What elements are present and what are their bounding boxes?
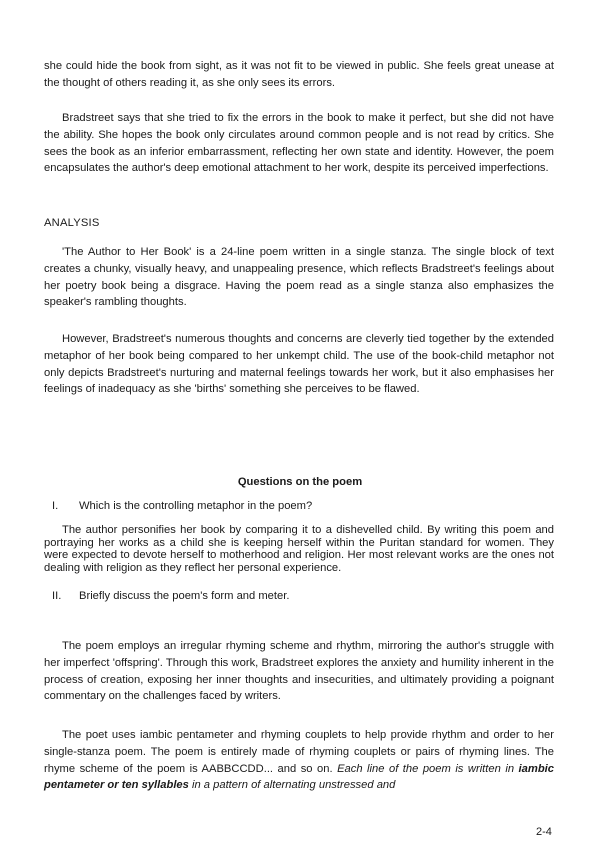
answer-2-bold-italic-text: iambic pentameter or ten syllables: [44, 762, 554, 792]
question-2: [52, 590, 552, 602]
analysis-heading: ANALYSIS: [44, 217, 100, 229]
summary-paragraph-continuation: she could hide the book from sight, as it was not fit to be viewed in public. She feels great unease at the thought of others reading it, as she only sees its errors.: [44, 60, 554, 89]
question-1-text: Which is the controlling metaphor in the poem?: [79, 500, 313, 512]
answer-2-paragraph-2: [44, 727, 554, 794]
answer-2-paragraph-1: The poem employs an irregular rhyming scheme and rhythm, mirroring the author's struggle with her imperfect 'offspring'. Through this work, Bradstreet explores the anxiety and humility inherent in the process of creation, exposing her inner thoughts and insecurities, and ultimately providing a poignant commentary on the challenges faced by writers.: [44, 640, 554, 703]
summary-paragraph-2: Bradstreet says that she tried to fix the errors in the book to make it perfect, but she did not have the ability. She hopes the book only circulates around common people and is not read by critics. She sees the book as an inferior embarrassment, reflecting her own state and identity. However, the poem encapsulates the author's deep emotional attachment to her work, despite its perceived imperfections.: [44, 112, 554, 175]
answer-1: The author personifies her book by comparing it to a dishevelled child. By writing this poem and portraying her works as a child she is keeping herself within the Puritan standard for women. They were expected to devote herself to motherhood and religion. Her most relevant works are the ones not dealing with religion as they reflect her personal experience.: [44, 524, 554, 574]
answer-2-italic-text-2: in a pattern of alternating unstressed and: [191, 779, 396, 792]
question-1: [52, 500, 552, 512]
page-number: 2-4: [536, 826, 552, 838]
question-2-number: II.: [52, 590, 62, 602]
questions-title: Questions on the poem: [237, 476, 363, 488]
answer-2-italic-text-1: Each line of the poem is written in: [337, 762, 515, 775]
analysis-paragraph-1: 'The Author to Her Book' is a 24-line poem written in a single stanza. The single block of text creates a chunky, visually heavy, and unappealing presence, which reflects Bradstreet's feelings about her poetry book being a disgrace. Having the poem read as a single stanza also emphasizes the speaker's rambling thoughts.: [44, 246, 554, 309]
analysis-paragraph-2: However, Bradstreet's numerous thoughts and concerns are cleverly tied together by the extended metaphor of her book being compared to her unkempt child. The use of the book-child metaphor not only depicts Bradstreet's nurturing and maternal feelings towards her work, but it also emphasises her feelings of inadequacy as she 'births' something she perceives to be flawed.: [44, 333, 554, 396]
question-1-number: I.: [52, 500, 59, 512]
question-2-text: Briefly discuss the poem's form and meter.: [79, 590, 290, 602]
answer-2-plain-text: The poet uses iambic pentameter and rhyming couplets to help provide rhythm and order to her single-stanza poem. The poem is entirely made of rhyming couplets or pairs of rhyming lines. The rhyme scheme of the poem is AABBCCDD... and so on.: [44, 729, 554, 775]
